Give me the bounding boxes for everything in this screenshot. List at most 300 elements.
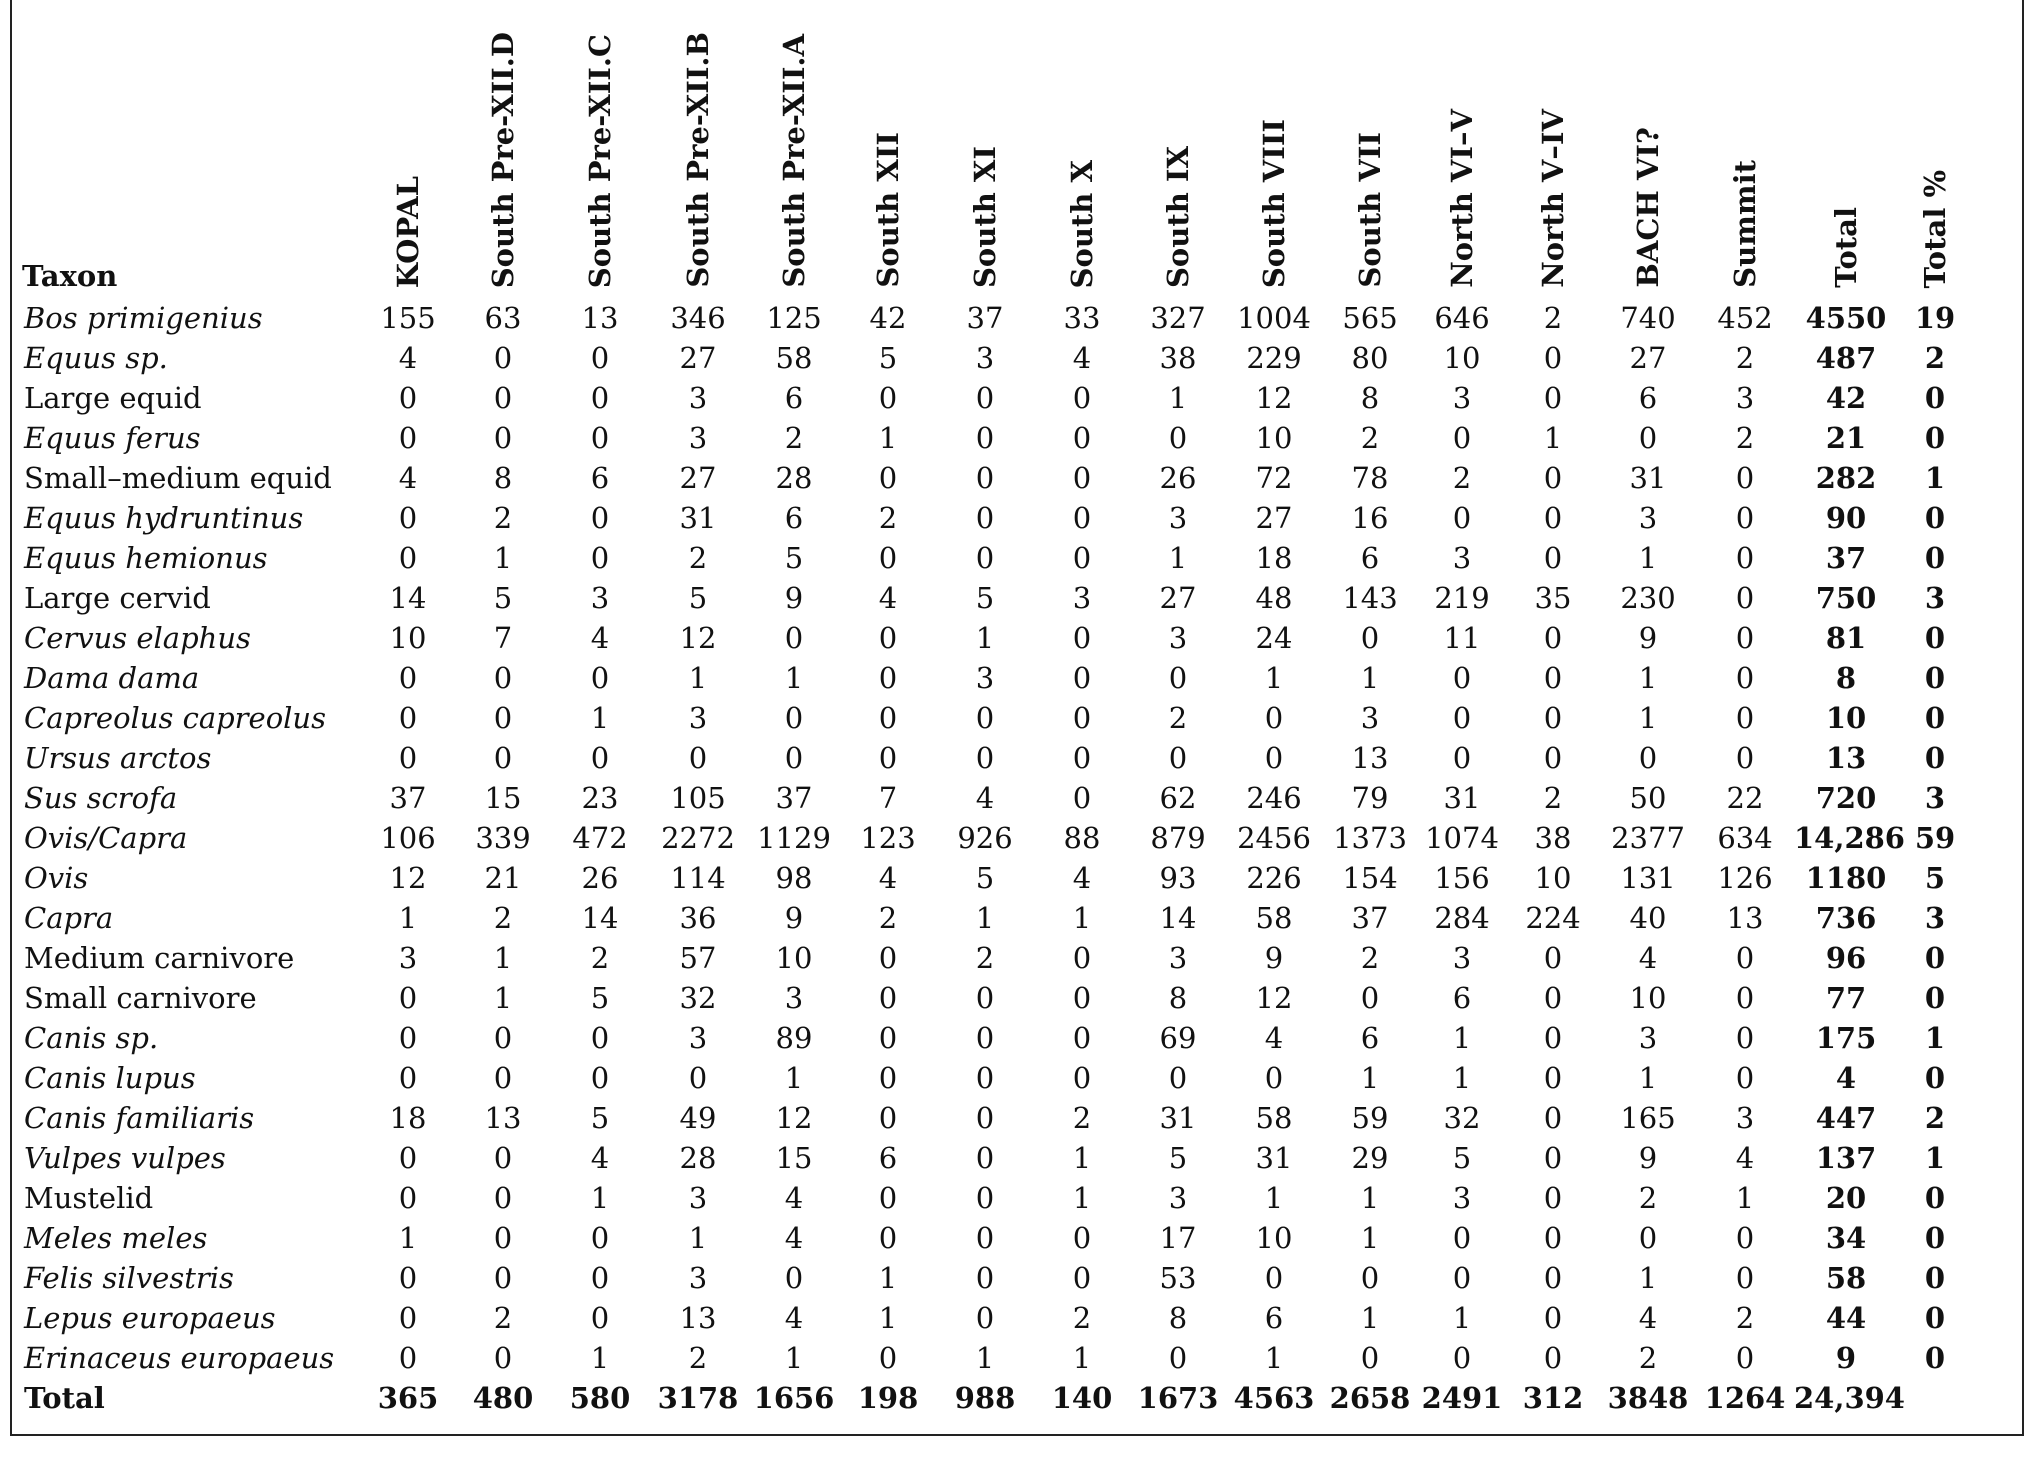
total-cell: 140 [1051,1381,1113,1415]
total-cell: 1673 [1137,1381,1219,1415]
table-row [22,978,1972,1018]
count-cell: 3 [975,661,995,695]
total-cell: 312 [1522,1381,1584,1415]
taxon-name: Large equid [24,381,202,415]
row-total-cell: 42 [1825,381,1867,415]
taxon-name: Felis silvestris [24,1261,234,1295]
count-cell: 1 [1360,661,1380,695]
count-cell: 0 [975,981,995,1015]
count-cell: 0 [1543,541,1563,575]
count-cell: 2 [493,501,513,535]
row-percent-cell: 0 [1924,981,1946,1015]
count-cell: 0 [975,701,995,735]
count-cell: 0 [1543,1141,1563,1175]
taxon-name: Vulpes vulpes [24,1141,226,1175]
count-cell: 0 [878,1341,898,1375]
count-cell: 0 [590,341,610,375]
count-cell: 0 [1543,1061,1563,1095]
count-cell: 0 [1543,1221,1563,1255]
count-cell: 0 [975,1221,995,1255]
count-cell: 0 [1638,741,1658,775]
count-cell: 6 [878,1141,898,1175]
count-cell: 1 [975,901,995,935]
row-total-cell: 447 [1815,1101,1877,1135]
count-cell: 6 [1264,1301,1284,1335]
count-cell: 5 [878,341,898,375]
count-cell: 2 [1735,1301,1755,1335]
count-cell: 6 [1638,381,1658,415]
count-cell: 4 [1072,861,1092,895]
count-cell: 1 [878,421,898,455]
taxon-name: Capra [24,901,114,935]
count-cell: 31 [1629,461,1667,495]
count-cell: 0 [1072,741,1092,775]
count-cell: 3 [1452,381,1472,415]
count-cell: 3 [1360,701,1380,735]
count-cell: 17 [1159,1221,1197,1255]
count-cell: 0 [1735,941,1755,975]
taxon-name: Canis sp. [24,1021,159,1055]
row-total-cell: 10 [1825,701,1867,735]
row-percent-cell: 3 [1924,581,1946,615]
count-cell: 0 [1168,661,1188,695]
count-cell: 2 [878,501,898,535]
count-cell: 10 [389,621,427,655]
count-cell: 0 [493,701,513,735]
totals-label: Total [24,1381,105,1415]
count-cell: 1 [784,1341,804,1375]
count-cell: 28 [679,1141,717,1175]
count-cell: 18 [389,1101,427,1135]
row-percent-cell: 0 [1924,1261,1946,1295]
count-cell: 1 [688,1221,708,1255]
count-cell: 0 [1543,1341,1563,1375]
total-cell: 4563 [1233,1381,1315,1415]
table-row [22,1298,1972,1338]
count-cell: 0 [493,1261,513,1295]
count-cell: 5 [975,861,995,895]
table-row [22,1058,1972,1098]
count-cell: 5 [975,581,995,615]
count-cell: 3 [688,701,708,735]
count-cell: 3 [688,1181,708,1215]
row-total-cell: 37 [1825,541,1867,575]
row-total-cell: 175 [1815,1021,1877,1055]
taxon-name: Equus hydruntinus [24,501,304,535]
count-cell: 63 [484,301,522,335]
table-row [22,858,1972,898]
count-cell: 0 [878,1101,898,1135]
count-cell: 37 [966,301,1004,335]
count-cell: 29 [1351,1141,1389,1175]
row-percent-cell: 0 [1924,501,1946,535]
count-cell: 0 [398,1141,418,1175]
count-cell: 15 [775,1141,813,1175]
count-cell: 93 [1159,861,1197,895]
row-percent-cell: 59 [1914,821,1956,855]
count-cell: 0 [1072,381,1092,415]
row-percent-cell: 3 [1924,901,1946,935]
table-row [22,618,1972,658]
count-cell: 12 [1255,381,1293,415]
count-cell: 125 [766,301,822,335]
count-cell: 284 [1434,901,1490,935]
count-cell: 1 [1168,381,1188,415]
count-cell: 0 [1735,1221,1755,1255]
table-row [22,818,1972,858]
count-cell: 1 [1638,661,1658,695]
count-cell: 646 [1434,301,1490,335]
count-cell: 8 [1168,1301,1188,1335]
taxon-name: Small–medium equid [24,461,332,495]
count-cell: 0 [590,1261,610,1295]
count-cell: 0 [1360,1261,1380,1295]
table-row [22,1098,1972,1138]
count-cell: 13 [484,1101,522,1135]
count-cell: 1 [1360,1221,1380,1255]
count-cell: 0 [398,701,418,735]
column-header: Summit [1728,160,1762,288]
count-cell: 4 [590,621,610,655]
count-cell: 0 [1452,1221,1472,1255]
count-cell: 0 [1735,1061,1755,1095]
column-header: KOPAL [391,175,425,288]
row-percent-cell: 1 [1924,1141,1946,1175]
row-percent-cell: 0 [1924,541,1946,575]
count-cell: 31 [1443,781,1481,815]
count-cell: 8 [1360,381,1380,415]
total-cell: 3848 [1607,1381,1689,1415]
count-cell: 0 [784,701,804,735]
count-cell: 0 [1543,981,1563,1015]
count-cell: 0 [590,541,610,575]
table-row [22,1218,1972,1258]
count-cell: 4 [398,341,418,375]
count-cell: 0 [878,541,898,575]
row-total-cell: 21 [1825,421,1867,455]
count-cell: 0 [1452,1261,1472,1295]
count-cell: 2 [1360,421,1380,455]
column-header: South Pre-XII.D [486,31,520,288]
column-header: South VII [1353,132,1387,288]
count-cell: 36 [679,901,717,935]
column-header: South X [1065,159,1099,288]
count-cell: 0 [1735,621,1755,655]
count-cell: 27 [1159,581,1197,615]
count-cell: 0 [1638,1221,1658,1255]
count-cell: 0 [878,461,898,495]
count-cell: 24 [1255,621,1293,655]
count-cell: 58 [775,341,813,375]
count-cell: 1 [975,1341,995,1375]
count-cell: 37 [1351,901,1389,935]
count-cell: 879 [1150,821,1206,855]
count-cell: 0 [590,1301,610,1335]
count-cell: 14 [389,581,427,615]
count-cell: 7 [493,621,513,655]
count-cell: 1 [1360,1061,1380,1095]
count-cell: 69 [1159,1021,1197,1055]
count-cell: 0 [590,1221,610,1255]
count-cell: 1 [1168,541,1188,575]
count-cell: 0 [1168,1061,1188,1095]
count-cell: 2 [1735,341,1755,375]
count-cell: 0 [1072,701,1092,735]
count-cell: 10 [775,941,813,975]
count-cell: 565 [1342,301,1398,335]
taxon-name: Mustelid [24,1181,154,1215]
table-row [22,738,1972,778]
count-cell: 10 [1443,341,1481,375]
count-cell: 1 [1264,661,1284,695]
count-cell: 0 [1072,1261,1092,1295]
table-row [22,418,1972,458]
row-percent-cell: 0 [1924,1301,1946,1335]
count-cell: 38 [1159,341,1197,375]
count-cell: 0 [493,1061,513,1095]
count-cell: 0 [1168,421,1188,455]
count-cell: 0 [1072,661,1092,695]
count-cell: 7 [878,781,898,815]
count-cell: 0 [493,1221,513,1255]
count-cell: 0 [1264,1261,1284,1295]
count-cell: 0 [975,1101,995,1135]
count-cell: 5 [493,581,513,615]
taxon-name: Canis familiaris [24,1101,255,1135]
taxon-name: Medium carnivore [24,941,295,975]
count-cell: 0 [784,741,804,775]
count-cell: 9 [1638,1141,1658,1175]
row-total-cell: 736 [1815,901,1877,935]
count-cell: 3 [1638,501,1658,535]
table-row [22,498,1972,538]
count-cell: 3 [590,581,610,615]
count-cell: 6 [784,381,804,415]
column-header: South Pre-XII.B [681,32,715,288]
count-cell: 0 [1168,741,1188,775]
count-cell: 8 [1168,981,1188,1015]
count-cell: 2 [975,941,995,975]
count-cell: 1 [1452,1061,1472,1095]
count-cell: 89 [775,1021,813,1055]
taxon-name: Equus sp. [24,341,168,375]
count-cell: 0 [1735,581,1755,615]
row-percent-cell: 2 [1924,341,1946,375]
count-cell: 0 [1543,941,1563,975]
count-cell: 2 [590,941,610,975]
count-cell: 13 [679,1301,717,1335]
count-cell: 2 [784,421,804,455]
count-cell: 1 [975,621,995,655]
count-cell: 165 [1620,1101,1676,1135]
row-total-cell: 90 [1825,501,1867,535]
count-cell: 37 [389,781,427,815]
taxon-name: Dama dama [24,661,200,695]
taxon-name: Capreolus capreolus [24,701,326,735]
row-total-cell: 77 [1825,981,1867,1015]
count-cell: 0 [975,1021,995,1055]
count-cell: 27 [679,461,717,495]
taxon-name: Small carnivore [24,981,257,1015]
count-cell: 14 [1159,901,1197,935]
row-total-cell: 44 [1825,1301,1867,1335]
count-cell: 40 [1629,901,1667,935]
count-cell: 0 [1072,461,1092,495]
row-percent-cell: 0 [1924,1341,1946,1375]
count-cell: 6 [1360,541,1380,575]
count-cell: 0 [975,421,995,455]
count-cell: 0 [878,981,898,1015]
count-cell: 0 [1072,1221,1092,1255]
table-row [22,1138,1972,1178]
count-cell: 4 [398,461,418,495]
count-cell: 42 [869,301,907,335]
count-cell: 0 [493,1181,513,1215]
taxon-name: Equus hemionus [24,541,268,575]
row-total-cell: 20 [1825,1181,1867,1215]
count-cell: 105 [670,781,726,815]
count-cell: 1 [1452,1021,1472,1055]
table-row [22,1338,1972,1378]
count-cell: 0 [493,341,513,375]
row-percent-cell: 0 [1924,701,1946,735]
taxon-name: Canis lupus [24,1061,196,1095]
count-cell: 0 [1168,1341,1188,1375]
row-total-cell: 4 [1835,1061,1857,1095]
count-cell: 1 [1072,1341,1092,1375]
count-cell: 1 [1735,1181,1755,1215]
count-cell: 0 [1543,1261,1563,1295]
total-cell: 2658 [1329,1381,1411,1415]
count-cell: 0 [398,661,418,695]
count-cell: 58 [1255,901,1293,935]
count-cell: 1373 [1333,821,1407,855]
row-total-cell: 8 [1835,661,1857,695]
count-cell: 0 [878,661,898,695]
count-cell: 72 [1255,461,1293,495]
count-cell: 33 [1063,301,1101,335]
count-cell: 14 [581,901,619,935]
count-cell: 53 [1159,1261,1197,1295]
count-cell: 3 [1452,1181,1472,1215]
table-row [22,658,1972,698]
count-cell: 3 [975,341,995,375]
count-cell: 12 [1255,981,1293,1015]
count-cell: 2 [493,1301,513,1335]
count-cell: 0 [493,381,513,415]
count-cell: 0 [1452,701,1472,735]
count-cell: 1 [1543,421,1563,455]
count-cell: 123 [860,821,916,855]
count-cell: 0 [493,421,513,455]
count-cell: 3 [688,421,708,455]
count-cell: 0 [1735,741,1755,775]
count-cell: 0 [975,381,995,415]
count-cell: 0 [1735,981,1755,1015]
count-cell: 0 [1735,1021,1755,1055]
count-cell: 0 [398,741,418,775]
row-percent-cell: 0 [1924,621,1946,655]
count-cell: 0 [1543,621,1563,655]
count-cell: 59 [1351,1101,1389,1135]
row-percent-cell: 3 [1924,781,1946,815]
row-total-cell: 81 [1825,621,1867,655]
column-header: South VIII [1257,118,1291,288]
count-cell: 0 [975,1181,995,1215]
count-cell: 13 [1351,741,1389,775]
count-cell: 0 [590,1061,610,1095]
row-total-cell: 96 [1825,941,1867,975]
count-cell: 6 [1360,1021,1380,1055]
count-cell: 10 [1255,421,1293,455]
count-cell: 6 [1452,981,1472,1015]
count-cell: 3 [1638,1021,1658,1055]
row-percent-cell: 0 [1924,1221,1946,1255]
count-cell: 3 [398,941,418,975]
count-cell: 0 [878,621,898,655]
count-cell: 0 [1543,341,1563,375]
column-header: South XI [968,145,1002,288]
row-percent-cell: 0 [1924,741,1946,775]
row-total-cell: 720 [1815,781,1877,815]
count-cell: 131 [1620,861,1676,895]
count-cell: 5 [1452,1141,1472,1175]
count-cell: 1 [493,981,513,1015]
count-cell: 98 [775,861,813,895]
count-cell: 0 [493,1341,513,1375]
count-cell: 31 [679,501,717,535]
count-cell: 4 [784,1221,804,1255]
count-cell: 0 [590,381,610,415]
count-cell: 88 [1063,821,1101,855]
count-cell: 0 [975,501,995,535]
row-total-cell: 13 [1825,741,1867,775]
count-cell: 3 [1168,621,1188,655]
row-percent-cell: 5 [1924,861,1946,895]
count-cell: 48 [1255,581,1293,615]
count-cell: 0 [1735,1341,1755,1375]
count-cell: 2 [1638,1341,1658,1375]
count-cell: 3 [784,981,804,1015]
column-header: South IX [1161,145,1195,288]
count-cell: 1004 [1237,301,1311,335]
count-cell: 0 [398,421,418,455]
column-header: South Pre-XII.A [777,34,811,288]
count-cell: 0 [590,1021,610,1055]
taxon-name: Ursus arctos [24,741,212,775]
count-cell: 219 [1434,581,1490,615]
count-cell: 15 [484,781,522,815]
count-cell: 114 [670,861,726,895]
count-cell: 2456 [1237,821,1311,855]
count-cell: 0 [784,621,804,655]
column-header: South XII [871,132,905,288]
count-cell: 2 [1543,781,1563,815]
count-cell: 2 [493,901,513,935]
count-cell: 0 [1543,1021,1563,1055]
total-cell: 3178 [657,1381,739,1415]
count-cell: 0 [1543,1181,1563,1215]
count-cell: 12 [679,621,717,655]
count-cell: 1 [1360,1301,1380,1335]
count-cell: 1 [1072,1141,1092,1175]
count-cell: 4 [878,581,898,615]
count-cell: 0 [1072,541,1092,575]
count-cell: 0 [1543,741,1563,775]
count-cell: 0 [878,381,898,415]
row-percent-cell: 0 [1924,381,1946,415]
table-row [22,1018,1972,1058]
